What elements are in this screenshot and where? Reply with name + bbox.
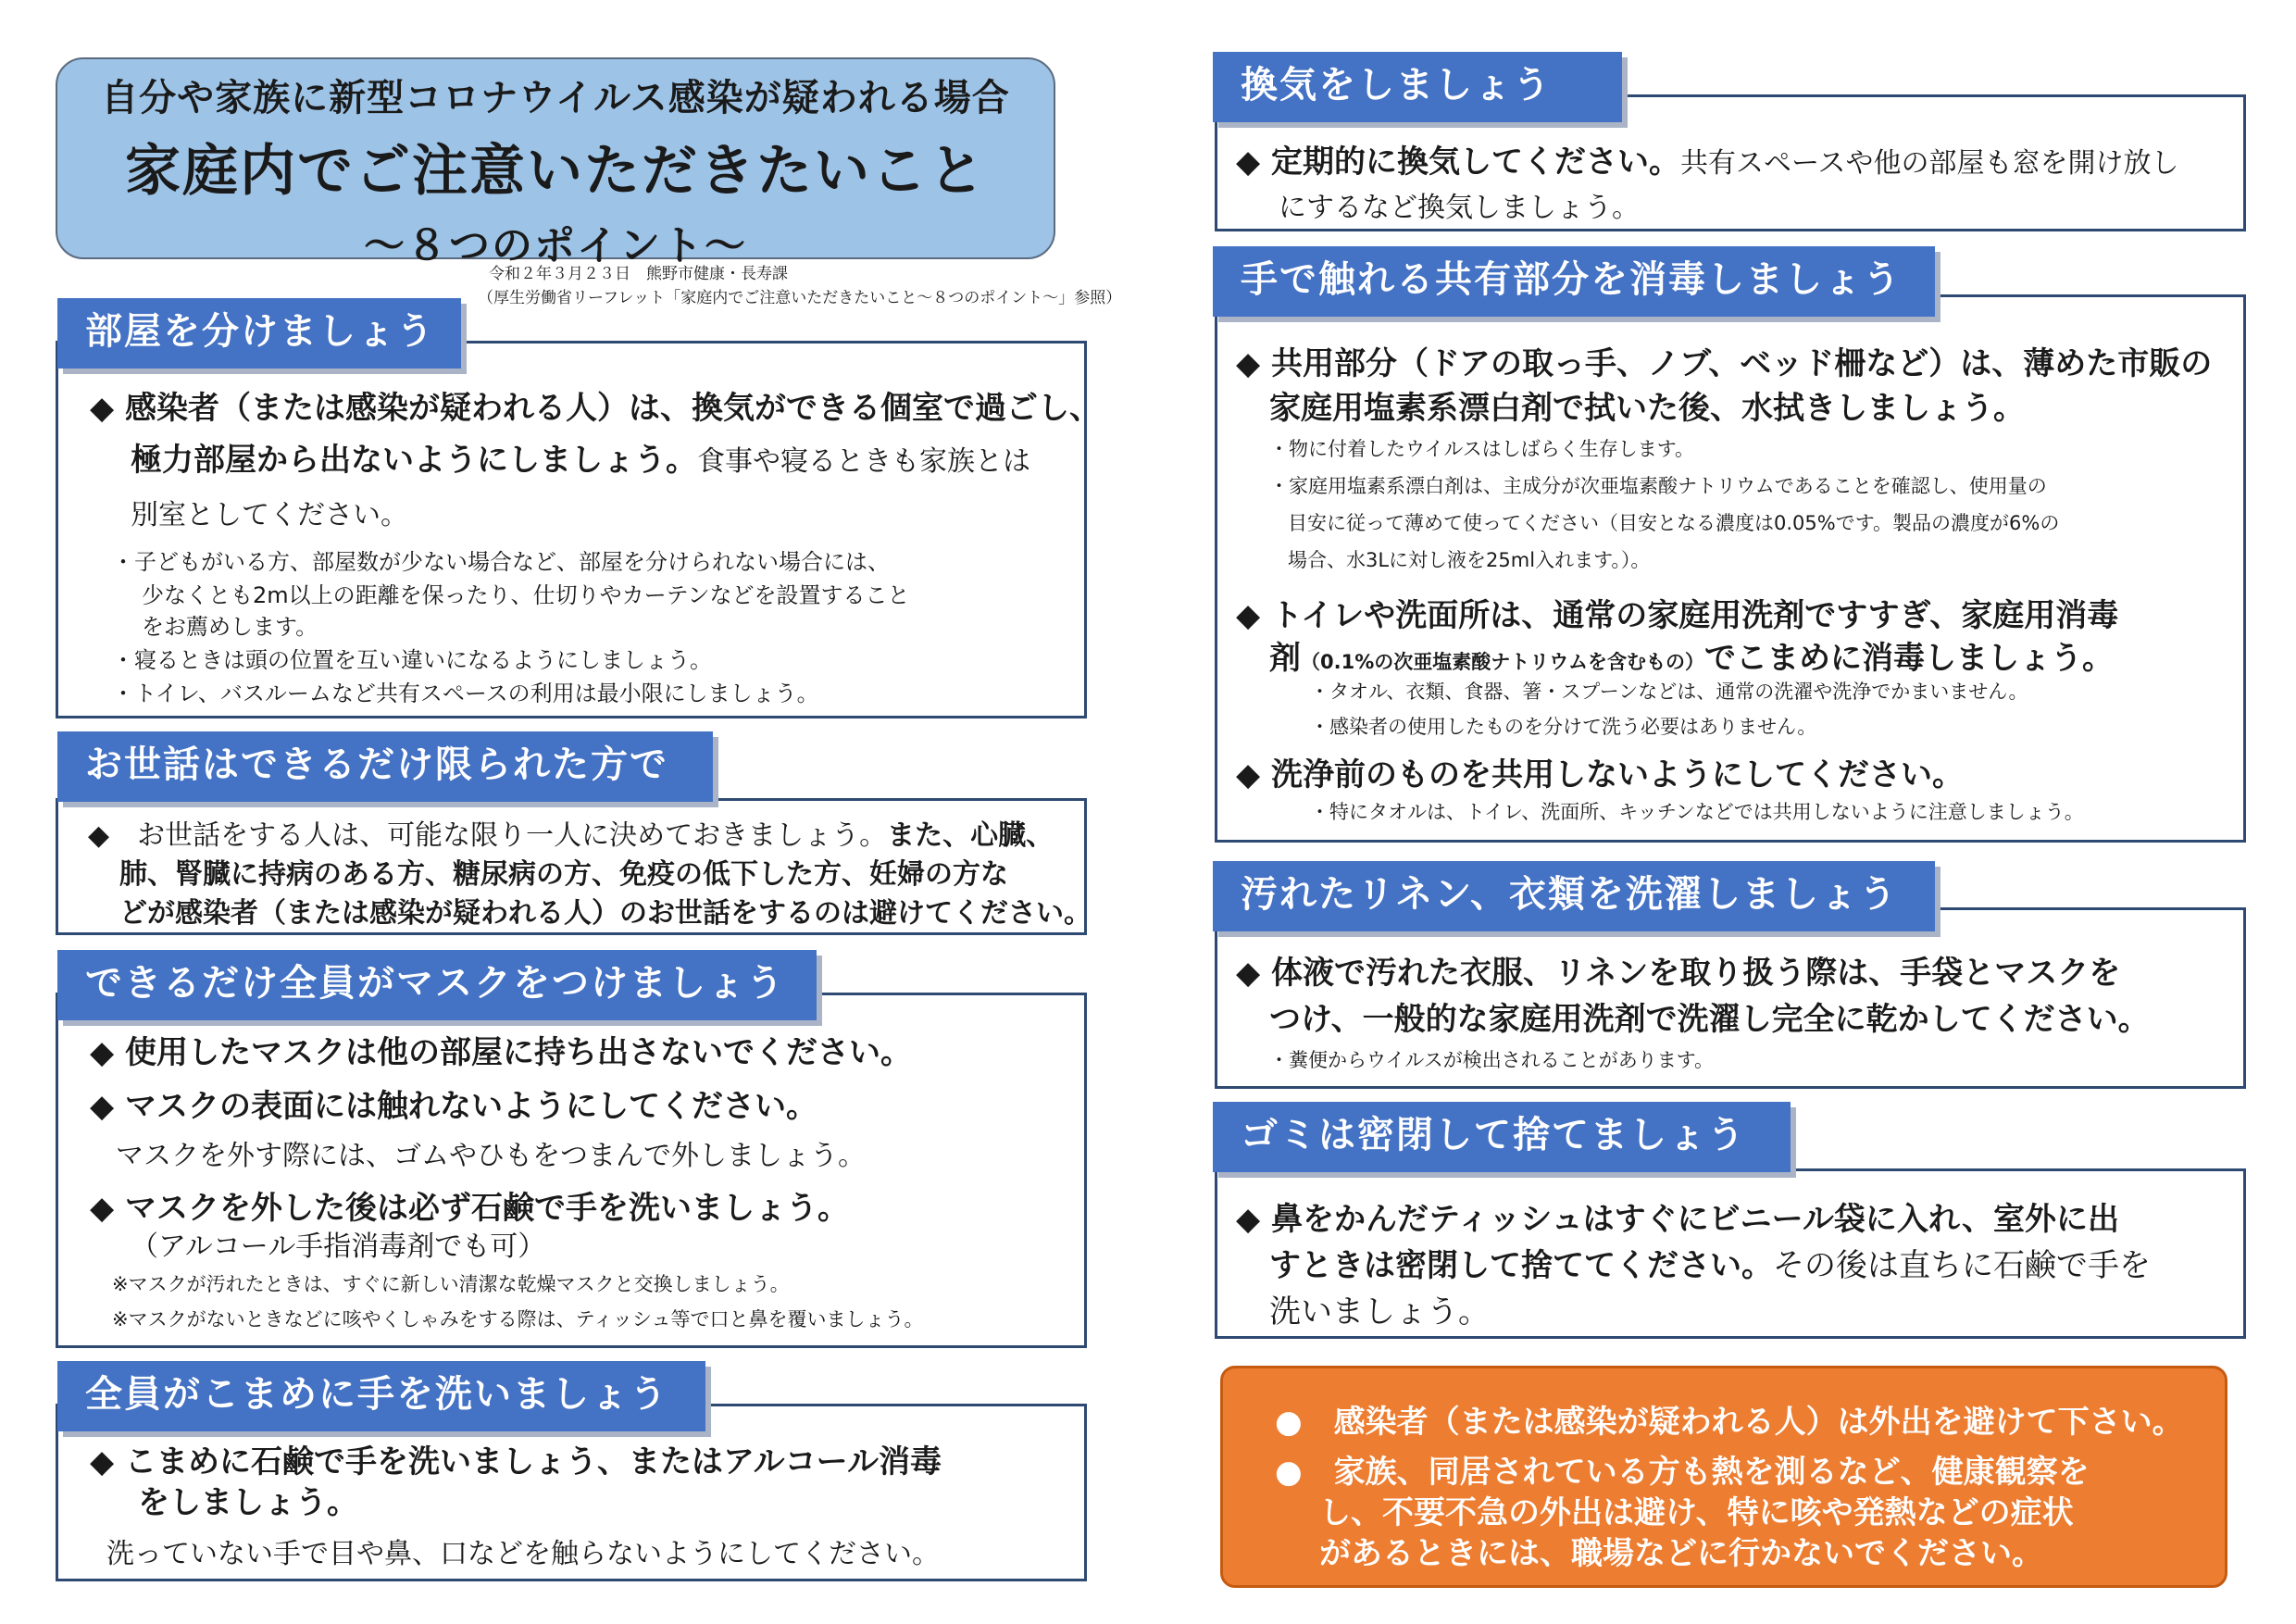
disinfect-note-4: 場合、水3Lに対し液を25ml入れます。）。 (1288, 549, 1651, 571)
rooms-note-4: ・寝るときは頭の位置を互い違いになるようにしましょう。 (112, 647, 712, 673)
laundry-note-1: ・糞便からウイルスが検出されることがあります。 (1269, 1049, 1715, 1071)
notice-box (1220, 1366, 2227, 1588)
masks-line-3: マスクを外す際には、ゴムやひもをつまんで外しましょう。 (116, 1140, 866, 1172)
notice-line-1: ● 感染者（または感染が疑われる人）は外出を避けて下さい。 (1275, 1404, 2184, 1441)
handwash-line-1: ◆ こまめに石鹸で手を洗いましょう、またはアルコール消毒 (90, 1443, 942, 1480)
disinfect-note-5: ・タオル、衣類、食器、箸・スプーンなどは、通常の洗濯や洗浄でかまいません。 (1310, 681, 2028, 703)
handwash-line-2: をしましょう。 (138, 1484, 358, 1521)
care-line-3: どが感染者（または感染が疑われる人）のお世話をするのは避けてください。 (119, 897, 1092, 930)
care-line-1: ◆ お世話をする人は、可能な限り一人に決めておきましょう。また、心臓、 (88, 819, 1054, 852)
tab-trash: ゴミは密閉して捨てましょう (1213, 1102, 1791, 1172)
disinfect-note-3: 目安に従って薄めて使ってください（目安となる濃度は0.05%です。製品の濃度が6%の (1288, 512, 2060, 534)
section-trash (1215, 1168, 2246, 1339)
laundry-line-1: ◆ 体液で汚れた衣服、リネンを取り扱う際は、手袋とマスクを (1236, 955, 2121, 992)
disinfect-note-6: ・感染者の使用したものを分けて洗う必要はありません。 (1310, 716, 1817, 738)
notice-line-3: し、不要不急の外出は避け、特に咳や発熱などの症状 (1319, 1494, 2074, 1531)
masks-line-1: ◆ 使用したマスクは他の部屋に持ち出さないでください。 (90, 1034, 912, 1071)
trash-line-2: すときは密閉して捨ててください。その後は直ちに石鹸で手を (1269, 1247, 2151, 1284)
tab-masks: できるだけ全員がマスクをつけましょう (57, 950, 817, 1020)
masks-line-2: ◆ マスクの表面には触れないようにしてください。 (90, 1088, 817, 1125)
title-subline: 自分や家族に新型コロナウイルス感染が疑われる場合 (101, 77, 1010, 119)
rooms-note-1: ・子どもがいる方、部屋数が少ない場合など、部屋を分けられない場合には、 (112, 549, 890, 575)
title-points: ～８つのポイント～ (364, 222, 747, 269)
masks-line-5: （アルコール手指消毒剤でも可） (131, 1230, 546, 1263)
disinfect-line-2: 家庭用塩素系漂白剤で拭いた後、水拭きしましょう。 (1269, 390, 2025, 427)
disinfect-note-7: ・特にタオルは、トイレ、洗面所、キッチンなどでは共用しないように注意しましょう。 (1310, 801, 2084, 823)
rooms-line-3: 別室としてください。 (131, 499, 408, 531)
credit-date: 令和２年３月２３日 熊野市健康・長寿課 (489, 265, 788, 283)
disinfect-note-2: ・家庭用塩素系漂白剤は、主成分が次亜塩素酸ナトリウムであることを確認し、使用量の (1269, 475, 2047, 497)
ventilation-line-2: にするなど換気しましょう。 (1279, 192, 1640, 224)
disinfect-note-1: ・物に付着したウイルスはしばらく生存します。 (1269, 438, 1695, 460)
disinfect-line-1: ◆ 共用部分（ドアの取っ手、ノブ、ベッド柵など）は、薄めた市販の (1236, 345, 2213, 382)
masks-note-2: ※マスクがないときなどに咳やくしゃみをする際は、ティッシュ等で口と鼻を覆いましょう。 (112, 1308, 924, 1330)
masks-note-1: ※マスクが汚れたときは、すぐに新しい清潔な乾燥マスクと交換しましょう。 (112, 1273, 790, 1295)
ventilation-line-1: ◆ 定期的に換気してください。共有スペースや他の部屋も窓を開け放し (1236, 144, 2179, 181)
rooms-note-3: をお薦めします。 (142, 614, 318, 640)
care-line-2: 肺、腎臓に持病のある方、糖尿病の方、免疫の低下した方、妊婦の方な (119, 858, 1008, 891)
masks-line-4: ◆ マスクを外した後は必ず石鹸で手を洗いましょう。 (90, 1190, 849, 1227)
tab-care: お世話はできるだけ限られた方で (57, 731, 713, 802)
notice-line-2: ● 家族、同居されている方も熱を測るなど、健康観察を (1275, 1454, 2090, 1491)
trash-line-3: 洗いましょう。 (1269, 1293, 1490, 1330)
handwash-line-3: 洗っていない手で目や鼻、口などを触らないようにしてください。 (106, 1538, 940, 1570)
tab-laundry: 汚れたリネン、衣類を洗濯しましょう (1213, 861, 1935, 931)
credit-source: （厚生労働省リーフレット「家庭内でご注意いただきたいこと～８つのポイント～」参照） (478, 289, 1122, 307)
laundry-line-2: つけ、一般的な家庭用洗剤で洗濯し完全に乾かしてください。 (1269, 1001, 2150, 1038)
rooms-note-5: ・トイレ、バスルームなど共有スペースの利用は最小限にしましょう。 (112, 681, 819, 706)
section-rooms (56, 341, 1101, 718)
section-disinfect (1215, 294, 2246, 843)
disinfect-line-3: ◆ トイレや洗面所は、通常の家庭用洗剤ですすぎ、家庭用消毒 (1236, 597, 2119, 634)
tab-rooms: 部屋を分けましょう (57, 298, 461, 369)
disinfect-line-4: 剤（0.1%の次亜塩素酸ナトリウムを含むもの）でこまめに消毒しましょう。 (1269, 640, 2115, 677)
section-laundry (1215, 907, 2246, 1089)
page-title: 家庭内でご注意いただきたいこと (125, 139, 986, 204)
notice-line-4: があるときには、職場などに行かないでください。 (1319, 1535, 2043, 1572)
tab-handwash: 全員がこまめに手を洗いましょう (57, 1361, 705, 1431)
section-care (56, 798, 1092, 935)
tab-ventilation: 換気をしましょう (1213, 52, 1622, 122)
rooms-line-1: ◆ 感染者（または感染が疑われる人）は、換気ができる個室で過ごし、 (90, 390, 1101, 427)
title-banner (56, 57, 1055, 269)
trash-line-1: ◆ 鼻をかんだティッシュはすぐにビニール袋に入れ、室外に出 (1236, 1201, 2119, 1238)
section-masks (56, 993, 1087, 1348)
rooms-note-2: 少なくとも2m以上の距離を保ったり、仕切りやカーテンなどを設置すること (142, 582, 910, 608)
tab-disinfect: 手で触れる共有部分を消毒しましょう (1213, 246, 1935, 317)
disinfect-line-5: ◆ 洗浄前のものを共用しないようにしてください。 (1236, 756, 1964, 793)
rooms-line-2: 極力部屋から出ないようにしましょう。食事や寝るときも家族とは (131, 442, 1030, 479)
